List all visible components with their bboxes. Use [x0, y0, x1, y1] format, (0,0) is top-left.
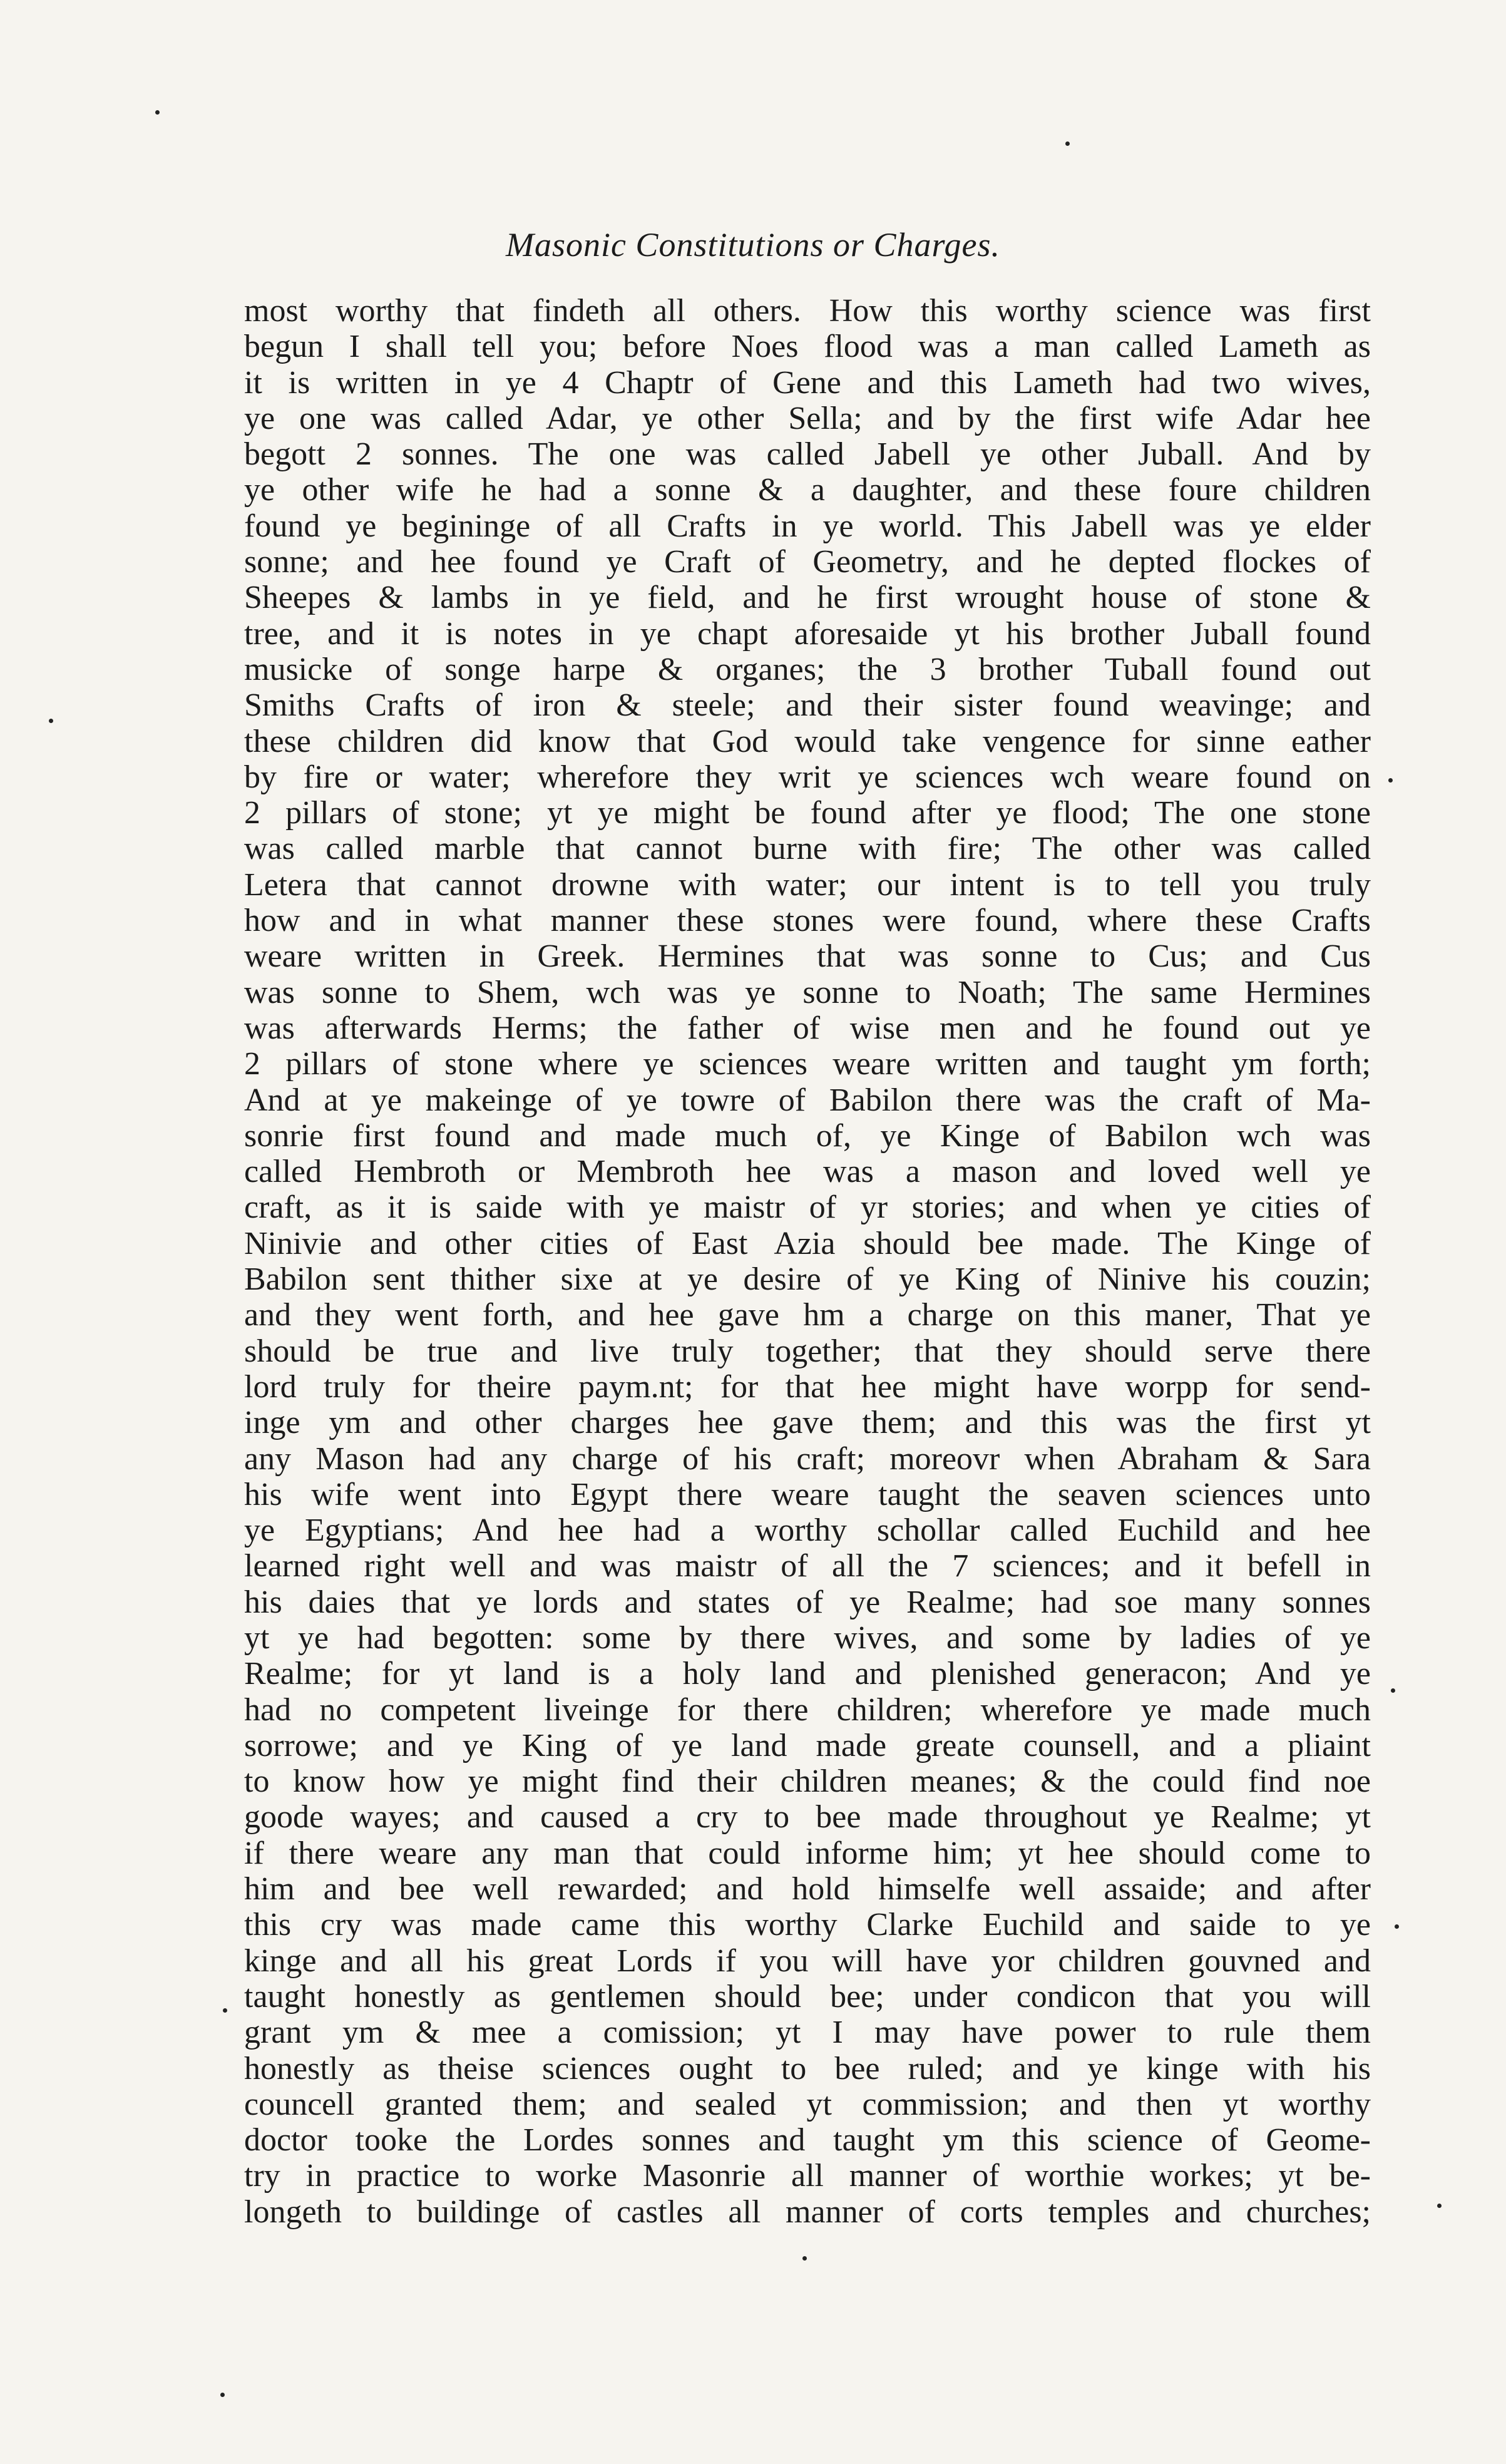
text-line: him and bee well rewarded; and hold himselfe well assaide; and after: [244, 1871, 1371, 1907]
text-line: learned right well and was maistr of all the 7 sciences; and it befell in: [244, 1548, 1371, 1584]
text-line: was called marble that cannot burne with fire; The other was called: [244, 831, 1371, 867]
text-line: it is written in ye 4 Chaptr of Gene and this Lameth had two wives,: [244, 364, 1371, 401]
text-line: taught honestly as gentlemen should bee; under condicon that you will: [244, 1978, 1371, 2015]
text-line: had no competent liveinge for there children; wherefore ye made much: [244, 1691, 1371, 1728]
text-line: kinge and all his great Lords if you will have yor children gouvned and: [244, 1943, 1371, 1979]
text-line: sonne; and hee found ye Craft of Geometry, and he depted flockes of: [244, 544, 1371, 580]
text-line: begott 2 sonnes. The one was called Jabell ye other Juball. And by: [244, 436, 1371, 473]
text-line: yt ye had begotten: some by there wives, and some by ladies of ye: [244, 1620, 1371, 1656]
scan-speck: [1065, 141, 1070, 146]
text-line: honestly as theise sciences ought to bee ruled; and ye kinge with his: [244, 2050, 1371, 2087]
text-line: sorrowe; and ye King of ye land made greate counsell, and a pliaint: [244, 1727, 1371, 1763]
scan-speck: [802, 2256, 807, 2261]
text-line: try in practice to worke Masonrie all manner of worthie workes; yt be-: [244, 2158, 1371, 2194]
text-line: how and in what manner these stones were found, where these Crafts: [244, 903, 1371, 939]
text-line: musicke of songe harpe & organes; the 3 brother Tuball found out: [244, 651, 1371, 687]
text-line: any Mason had any charge of his craft; moreovr when Abraham & Sara: [244, 1440, 1371, 1477]
scan-speck: [1388, 778, 1393, 783]
scan-speck: [155, 110, 160, 115]
text-line: inge ym and other charges hee gave them; and this was the first yt: [244, 1405, 1371, 1441]
text-line: his daies that ye lords and states of ye Realme; had soe many sonnes: [244, 1584, 1371, 1620]
text-line: and they went forth, and hee gave hm a charge on this maner, That ye: [244, 1297, 1371, 1333]
scan-speck: [223, 2008, 227, 2013]
text-line: was sonne to Shem, wch was ye sonne to Noath; The same Hermines: [244, 974, 1371, 1010]
text-line: craft, as it is saide with ye maistr of yr stories; and when ye cities of: [244, 1189, 1371, 1226]
scan-speck: [1395, 1924, 1399, 1929]
text-line: sonrie first found and made much of, ye Kinge of Babilon wch was: [244, 1117, 1371, 1154]
text-line: Babilon sent thither sixe at ye desire of ye King of Ninive his couzin;: [244, 1261, 1371, 1298]
scan-speck: [49, 719, 53, 723]
text-line: ye other wife he had a sonne & a daughter, and these foure children: [244, 472, 1371, 508]
text-line: goode wayes; and caused a cry to bee made throughout ye Realme; yt: [244, 1799, 1371, 1835]
text-line: most worthy that findeth all others. How this worthy science was first: [244, 293, 1371, 329]
text-line: this cry was made came this worthy Clarke Euchild and saide to ye: [244, 1907, 1371, 1943]
text-line: 2 pillars of stone; yt ye might be found after ye flood; The one stone: [244, 795, 1371, 831]
scan-speck: [1391, 1688, 1395, 1693]
text-line: should be true and live truly together; that they should serve there: [244, 1333, 1371, 1369]
text-line: doctor tooke the Lordes sonnes and taught ym this science of Geome-: [244, 2122, 1371, 2159]
text-line: if there weare any man that could informe him; yt hee should come to: [244, 1835, 1371, 1871]
text-line: 2 pillars of stone where ye sciences weare written and taught ym forth;: [244, 1046, 1371, 1082]
text-line: to know how ye might find their children meanes; & the could find noe: [244, 1763, 1371, 1800]
text-line: Sheepes & lambs in ye field, and he first wrought house of stone &: [244, 580, 1371, 616]
text-line: called Hembroth or Membroth hee was a mason and loved well ye: [244, 1154, 1371, 1190]
text-line: Ninivie and other cities of East Azia should bee made. The Kinge of: [244, 1225, 1371, 1261]
text-line: his wife went into Egypt there weare taught the seaven sciences unto: [244, 1476, 1371, 1512]
text-line: ye one was called Adar, ye other Sella; and by the first wife Adar hee: [244, 400, 1371, 436]
text-line: lord truly for theire paym.nt; for that hee might have worpp for send-: [244, 1368, 1371, 1405]
text-line: these children did know that God would take vengence for sinne eather: [244, 723, 1371, 759]
text-line: councell granted them; and sealed yt commission; and then yt worthy: [244, 2086, 1371, 2122]
text-line: And at ye makeinge of ye towre of Babilon there was the craft of Ma-: [244, 1082, 1371, 1118]
text-line: found ye begininge of all Crafts in ye world. This Jabell was ye elder: [244, 508, 1371, 544]
text-line: tree, and it is notes in ye chapt aforesaide yt his brother Juball found: [244, 615, 1371, 652]
text-line: weare written in Greek. Hermines that was sonne to Cus; and Cus: [244, 938, 1371, 975]
text-line: Realme; for yt land is a holy land and plenished generacon; And ye: [244, 1656, 1371, 1692]
body-text: [244, 293, 1371, 2230]
text-line: ye Egyptians; And hee had a worthy schollar called Euchild and hee: [244, 1512, 1371, 1549]
text-line: begun I shall tell you; before Noes flood was a man called Lameth as: [244, 329, 1371, 365]
scan-speck: [220, 2393, 225, 2397]
scan-speck: [1437, 2204, 1442, 2208]
text-line: grant ym & mee a comission; yt I may have power to rule them: [244, 2015, 1371, 2051]
text-line: by fire or water; wherefore they writ ye sciences wch weare found on: [244, 759, 1371, 795]
text-line: longeth to buildinge of castles all manner of corts temples and churches;: [244, 2194, 1371, 2230]
text-line: Letera that cannot drowne with water; our intent is to tell you truly: [244, 866, 1371, 903]
running-title: Masonic Constitutions or Charges.: [505, 226, 1001, 264]
text-line: Smiths Crafts of iron & steele; and their sister found weavinge; and: [244, 687, 1371, 724]
text-line: was afterwards Herms; the father of wise men and he found out ye: [244, 1010, 1371, 1046]
